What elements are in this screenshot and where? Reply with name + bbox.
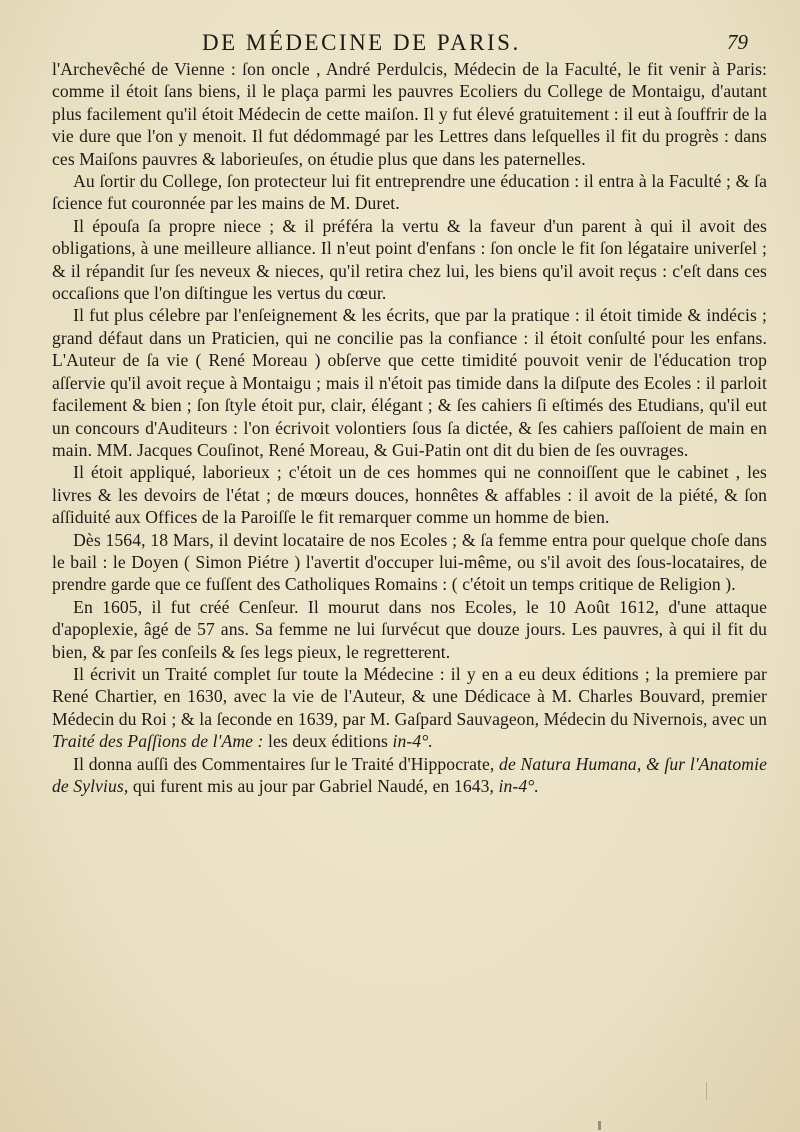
paragraph-5: Il étoit appliqué, laborieux ; c'étoit un de ces hommes qui ne connoiſſent que le cabinet , les livres & les devoirs de l'état ; de mœurs douces, honnêtes & affables : il avoit de la piété, & ſon aſſiduité aux Offices de la Paroiſſe le fit remarquer comme un homme de bien. — [52, 462, 767, 528]
work-title-natura: de Natura Humana, & ſur l'Anatomie de Sylvius, — [52, 753, 767, 796]
paragraph-8 — [52, 663, 767, 753]
paragraph-2: Au ſortir du College, ſon protecteur lui fit entreprendre une éducation : il entra à la Faculté ; & ſa ſcience fut couronnée par les mains de M. Duret. — [52, 171, 767, 214]
work-title-passions: Traité des Paſſions de l'Ame : — [52, 731, 264, 752]
format-in-quarto: in-4°. — [392, 731, 433, 752]
format-in-quarto-2: in-4°. — [498, 776, 539, 796]
paragraph-4: Il fut plus célebre par l'enſeignement & les écrits, que par la pratique : il étoit timide & indécis ; grand défaut dans un Praticien, qui ne concilie pas la confiance : il étoit conſulté pour les enfans. L'Auteur de ſa vie ( René Moreau ) obſerve que cette timidité pouvoit venir de l'éducation trop aſſervie qu'il avoit reçue à Montaigu ; mais il n'étoit pas timide dans la diſpute des Ecoles : il parloit facilement & bien ; ſon ſtyle étoit pur, clair, élégant ; & ſes cahiers ſi eſtimés des Etudians, qu'il eut un concours d'Auditeurs : l'on écrivoit volontiers ſous ſa dictée, & ſes cahiers paſſoient de main en main. MM. Jacques Couſinot, René Moreau, & Gui-Patin ont dit du bien de ſes ouvrages. — [52, 305, 767, 460]
paragraph-9-naude: qui furent mis au jour par Gabriel Naudé, en 1643, — [132, 776, 495, 796]
paragraph-8-editions: les deux éditions — [268, 731, 388, 752]
paragraph-1: l'Archevêché de Vienne : ſon oncle , André Perdulcis, Médecin de la Faculté, le fit venir à Paris: comme il étoit ſans biens, il le plaça parmi les pauvres Ecoliers du College de Montaigu, d'autant plus facilement qu'il étoit Médecin de cette maiſon. Il y fut élevé gratuitement : il eut à ſouffrir de la vie dure que l'on y menoit. Il fut dédommagé par les Lettres dans leſquelles il fit du progrès : dans ces Maiſons pauvres & laborieuſes, on étudie plus que dans les paternelles. — [52, 59, 767, 169]
paragraph-8-text: Il écrivit un Traité complet ſur toute la Médecine : il y en a eu deux éditions ; la premiere par René Chartier, en 1630, avec la vie de l'Auteur, & une Dédicace à M. Charles Bouvard, premier Médecin du Roi ; & la ſeconde en 1639, par M. Gaſpard Sauvageon, Médecin du Nivernois, avec un — [52, 663, 767, 729]
page-header — [52, 26, 762, 56]
paragraph-9 — [52, 753, 767, 798]
page-number: 79 — [727, 30, 748, 54]
ink-speck — [598, 1121, 601, 1130]
paragraph-7: En 1605, il fut créé Cenſeur. Il mourut dans nos Ecoles, le 10 Août 1612, d'une attaque d'apoplexie, âgé de 57 ans. Sa femme ne lui ſurvécut que douze jours. Les pauvres, à qui il fit du bien, & par ſes conſeils & ſes legs pieux, le regretterent. — [52, 596, 767, 662]
ink-speck-2 — [706, 1082, 707, 1100]
paragraph-9-text: Il donna auſſi des Commentaires ſur le Traité d'Hippocrate, — [73, 753, 495, 774]
paragraph-6: Dès 1564, 18 Mars, il devint locataire de nos Ecoles ; & ſa femme entra pour quelque choſe dans le bail : le Doyen ( Simon Piétre ) l'avertit d'occuper lui-même, ou s'il avoit des ſous-locataires, de prendre garde que ce fuſſent des Catholiques Romains : ( c'étoit un temps critique de Religion ). — [52, 529, 767, 595]
running-title: DE MÉDECINE DE PARIS. — [202, 30, 521, 55]
body-text — [52, 58, 767, 797]
paragraph-3: Il épouſa ſa propre niece ; & il préféra la vertu & la faveur d'un parent à qui il avoit des obligations, à une meilleure alliance. Il n'eut point d'enfans : ſon oncle le fit ſon légataire univerſel ; & il répandit ſur ſes neveux & nieces, qu'il retira chez lui, les biens qu'il avoit reçus : c'eſt dans ces occaſions que l'on diſtingue les vertus du cœur. — [52, 215, 767, 304]
